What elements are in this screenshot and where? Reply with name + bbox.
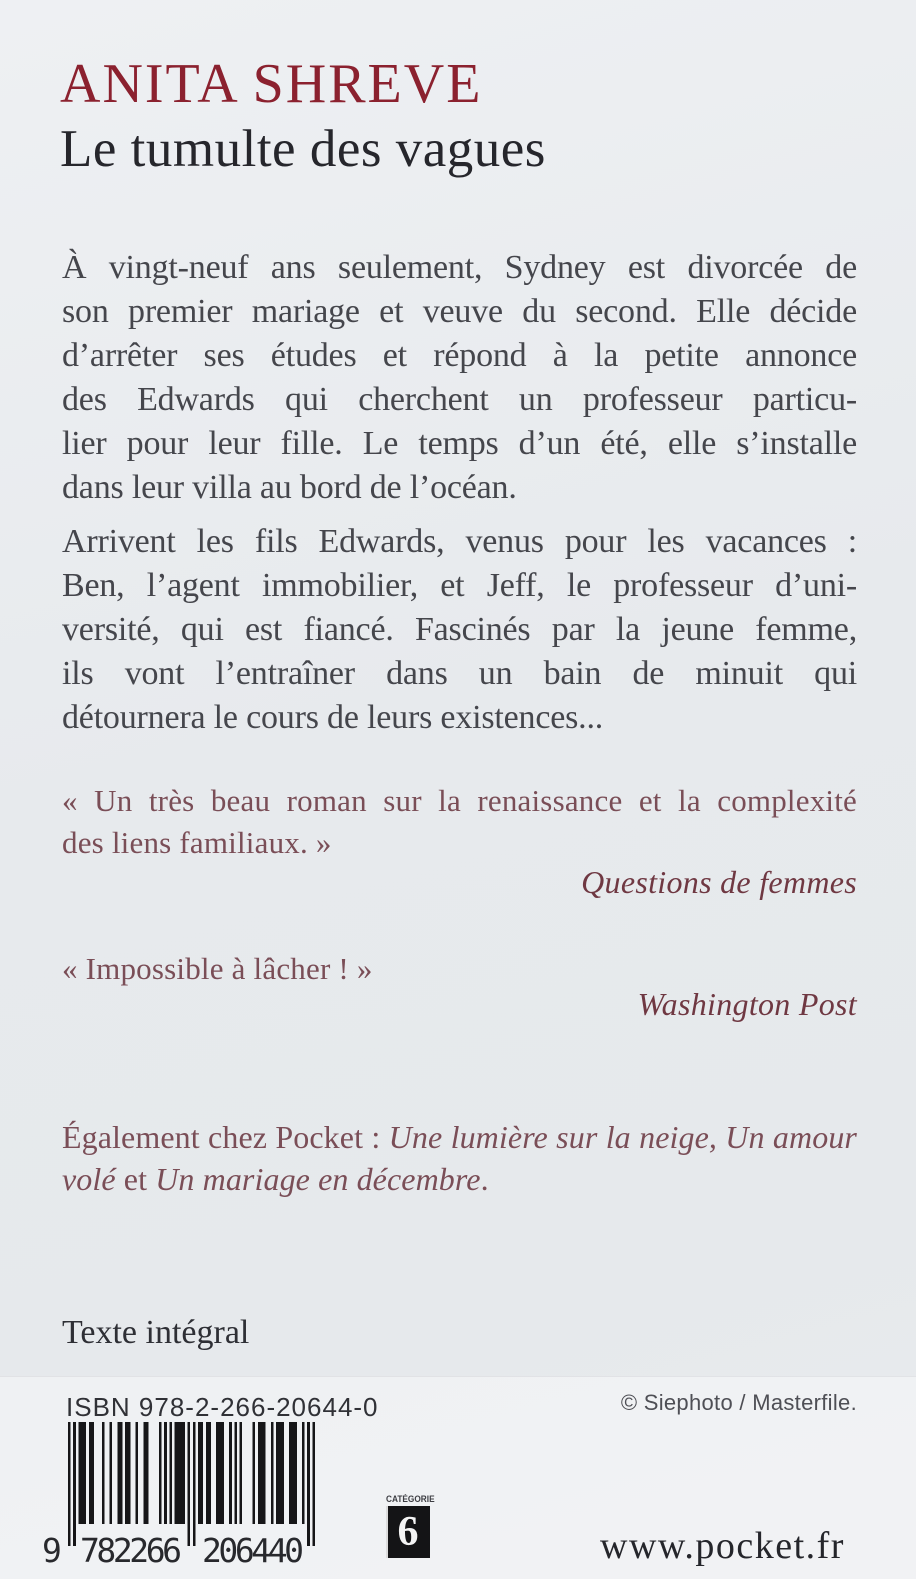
isbn-label: ISBN 978-2-266-20644-0	[66, 1392, 379, 1422]
text-line: des Edwards qui cherchent un professeur particu-	[62, 381, 857, 418]
ean13-barcode	[34, 1422, 334, 1574]
review-source-1: Questions de femmes	[581, 864, 857, 900]
synopsis-paragraph-1	[62, 246, 857, 510]
also-available	[62, 1116, 857, 1200]
svg-text:9: 9	[42, 1531, 62, 1570]
text-line: détournera le cours de leurs existences...	[62, 699, 604, 736]
text-line: ils vont l’entraîner dans un bain de minuit qui	[62, 655, 857, 692]
review-source-2: Washington Post	[637, 986, 857, 1022]
text-line: des liens familiaux. »	[62, 825, 332, 860]
text-line: lier pour leur fille. Le temps d’un été, elle s’installe	[62, 425, 857, 462]
text-line: son premier mariage et veuve du second. Elle décide	[62, 293, 857, 330]
text-line: d’arrêter ses études et répond à la petite annonce	[62, 337, 857, 374]
svg-text:782266: 782266	[80, 1531, 182, 1570]
text-line: « Un très beau roman sur la renaissance et la complexité	[62, 783, 857, 818]
website-url: www.pocket.fr	[600, 1525, 845, 1567]
synopsis	[62, 246, 857, 740]
synopsis-paragraph-2	[62, 520, 857, 740]
text-line: « Impossible à lâcher ! »	[62, 951, 373, 986]
review-quote-2	[62, 948, 857, 990]
text-line: Ben, l’agent immobilier, et Jeff, le professeur d’uni-	[62, 567, 857, 604]
category-value-box	[386, 1506, 430, 1558]
text-line: versité, qui est fiancé. Fascinés par la jeune femme,	[62, 611, 857, 648]
photo-credit: © Siephoto / Masterfile.	[620, 1390, 857, 1415]
book-title: Le tumulte des vagues	[60, 120, 546, 178]
also-available-line: Également chez Pocket : Une lumière sur la neige, Un amour	[62, 1119, 857, 1155]
also-available-line: volé et Un mariage en décembre.	[62, 1161, 489, 1197]
author-name: ANITA SHREVE	[60, 53, 483, 115]
svg-text:206440: 206440	[202, 1531, 304, 1570]
review-quote-1	[62, 780, 857, 864]
category-badge	[386, 1494, 434, 1558]
text-line: À vingt-neuf ans seulement, Sydney est divorcée de	[62, 249, 857, 286]
edition-note: Texte intégral	[62, 1314, 250, 1351]
category-value: 6	[397, 1509, 419, 1555]
category-label: CATÉGORIE	[386, 1494, 435, 1504]
text-line: Arrivent les fils Edwards, venus pour les vacances :	[62, 523, 857, 560]
text-line: dans leur villa au bord de l’océan.	[62, 469, 517, 506]
